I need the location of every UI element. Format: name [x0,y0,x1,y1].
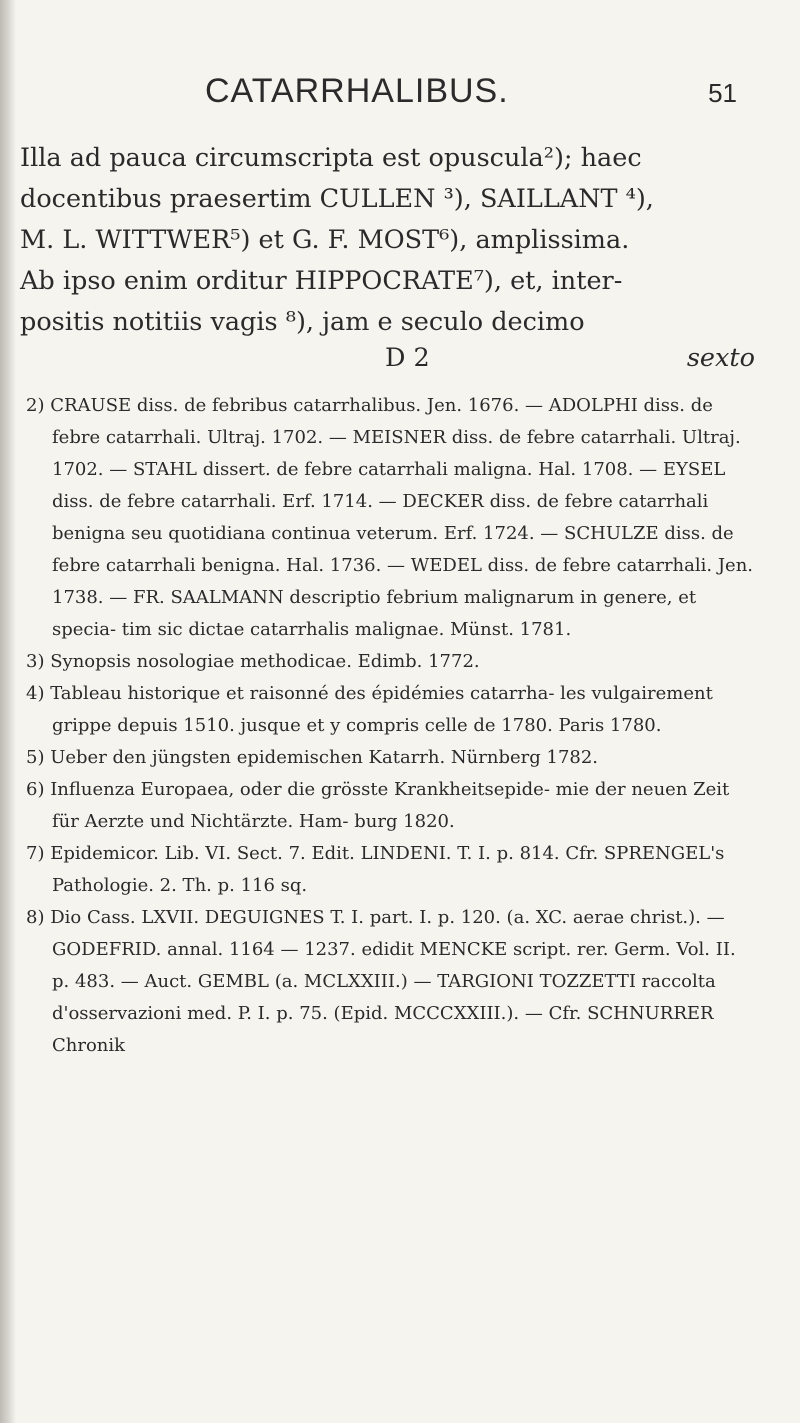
book-page [20,72,755,1062]
page-header [20,72,755,128]
footnotes [20,390,755,1062]
running-title: CATARRHALIBUS. [205,72,509,110]
catchword: sexto [686,343,755,373]
text-line: Illa ad pauca circumscripta est opuscula²); haec [20,143,642,173]
footnote-7: 7) Epidemicor. Lib. VI. Sect. 7. Edit. LINDENI. T. I. p. 814. Cfr. SPRENGEL's Pathologie. 2. Th. p. 116 sq. [26,843,725,896]
page-number: 51 [708,78,737,108]
text-line: Ab ipso enim orditur HIPPOCRATE⁷), et, inter- [20,266,623,296]
text-line: M. L. WITTWER⁵) et G. F. MOST⁶), amplissima. [20,225,630,255]
footnote-2: 2) CRAUSE diss. de febribus catarrhalibus. Jen. 1676. — ADOLPHI diss. de febre catarrhali. Ultraj. 1702. — MEISNER diss. de febre catarrhali. Ultraj. 1702. — STAHL dissert. de febre catarrhali maligna. Hal. 1708. — EYSEL diss. de febre catarrhali. Erf. 1714. — DECKER diss. de febre catarrhali benigna seu quotidiana continua veterum. Erf. 1724. — SCHULZE diss. de febre catarrhali benigna. Hal. 1736. — WEDEL diss. de febre catarrhali. Jen. 1738. — FR. SAALMANN descriptio febrium malignarum in genere, et specia- tim sic dictae catarrhalis malignae. Münst. 1781. [26,395,754,640]
footnote-6: 6) Influenza Europaea, oder die grösste Krankheitsepide- mie der neuen Zeit für Aerzte und Nichtärzte. Ham- burg 1820. [26,779,730,832]
main-text [20,138,755,343]
footnote-8: 8) Dio Cass. LXVII. DEGUIGNES T. I. part. I. p. 120. (a. XC. aerae christ.). — GODEFRID. annal. 1164 — 1237. edidit MENCKE script. rer. Germ. Vol. II. p. 483. — Auct. GEMBL (a. MCLXXIII.) — TARGIONI TOZZETTI raccolta d'osservazioni med. P. I. p. 75. (Epid. MCCCXXIII.). — Cfr. SCHNURRER Chronik [26,907,736,1056]
catch-line [20,343,755,384]
text-line: docentibus praesertim CULLEN ³), SAILLANT ⁴), [20,184,654,214]
footnote-5: 5) Ueber den jüngsten epidemischen Katarrh. Nürnberg 1782. [26,747,599,768]
text-line: positis notitiis vagis ⁸), jam e seculo decimo [20,307,585,337]
signature-mark: D 2 [385,343,430,373]
footnote-3: 3) Synopsis nosologiae methodicae. Edimb. 1772. [26,651,480,672]
binding-gutter [0,0,16,1423]
footnote-4: 4) Tableau historique et raisonné des épidémies catarrha- les vulgairement grippe depuis 1510. jusque et y compris celle de 1780. Paris 1780. [26,683,713,736]
